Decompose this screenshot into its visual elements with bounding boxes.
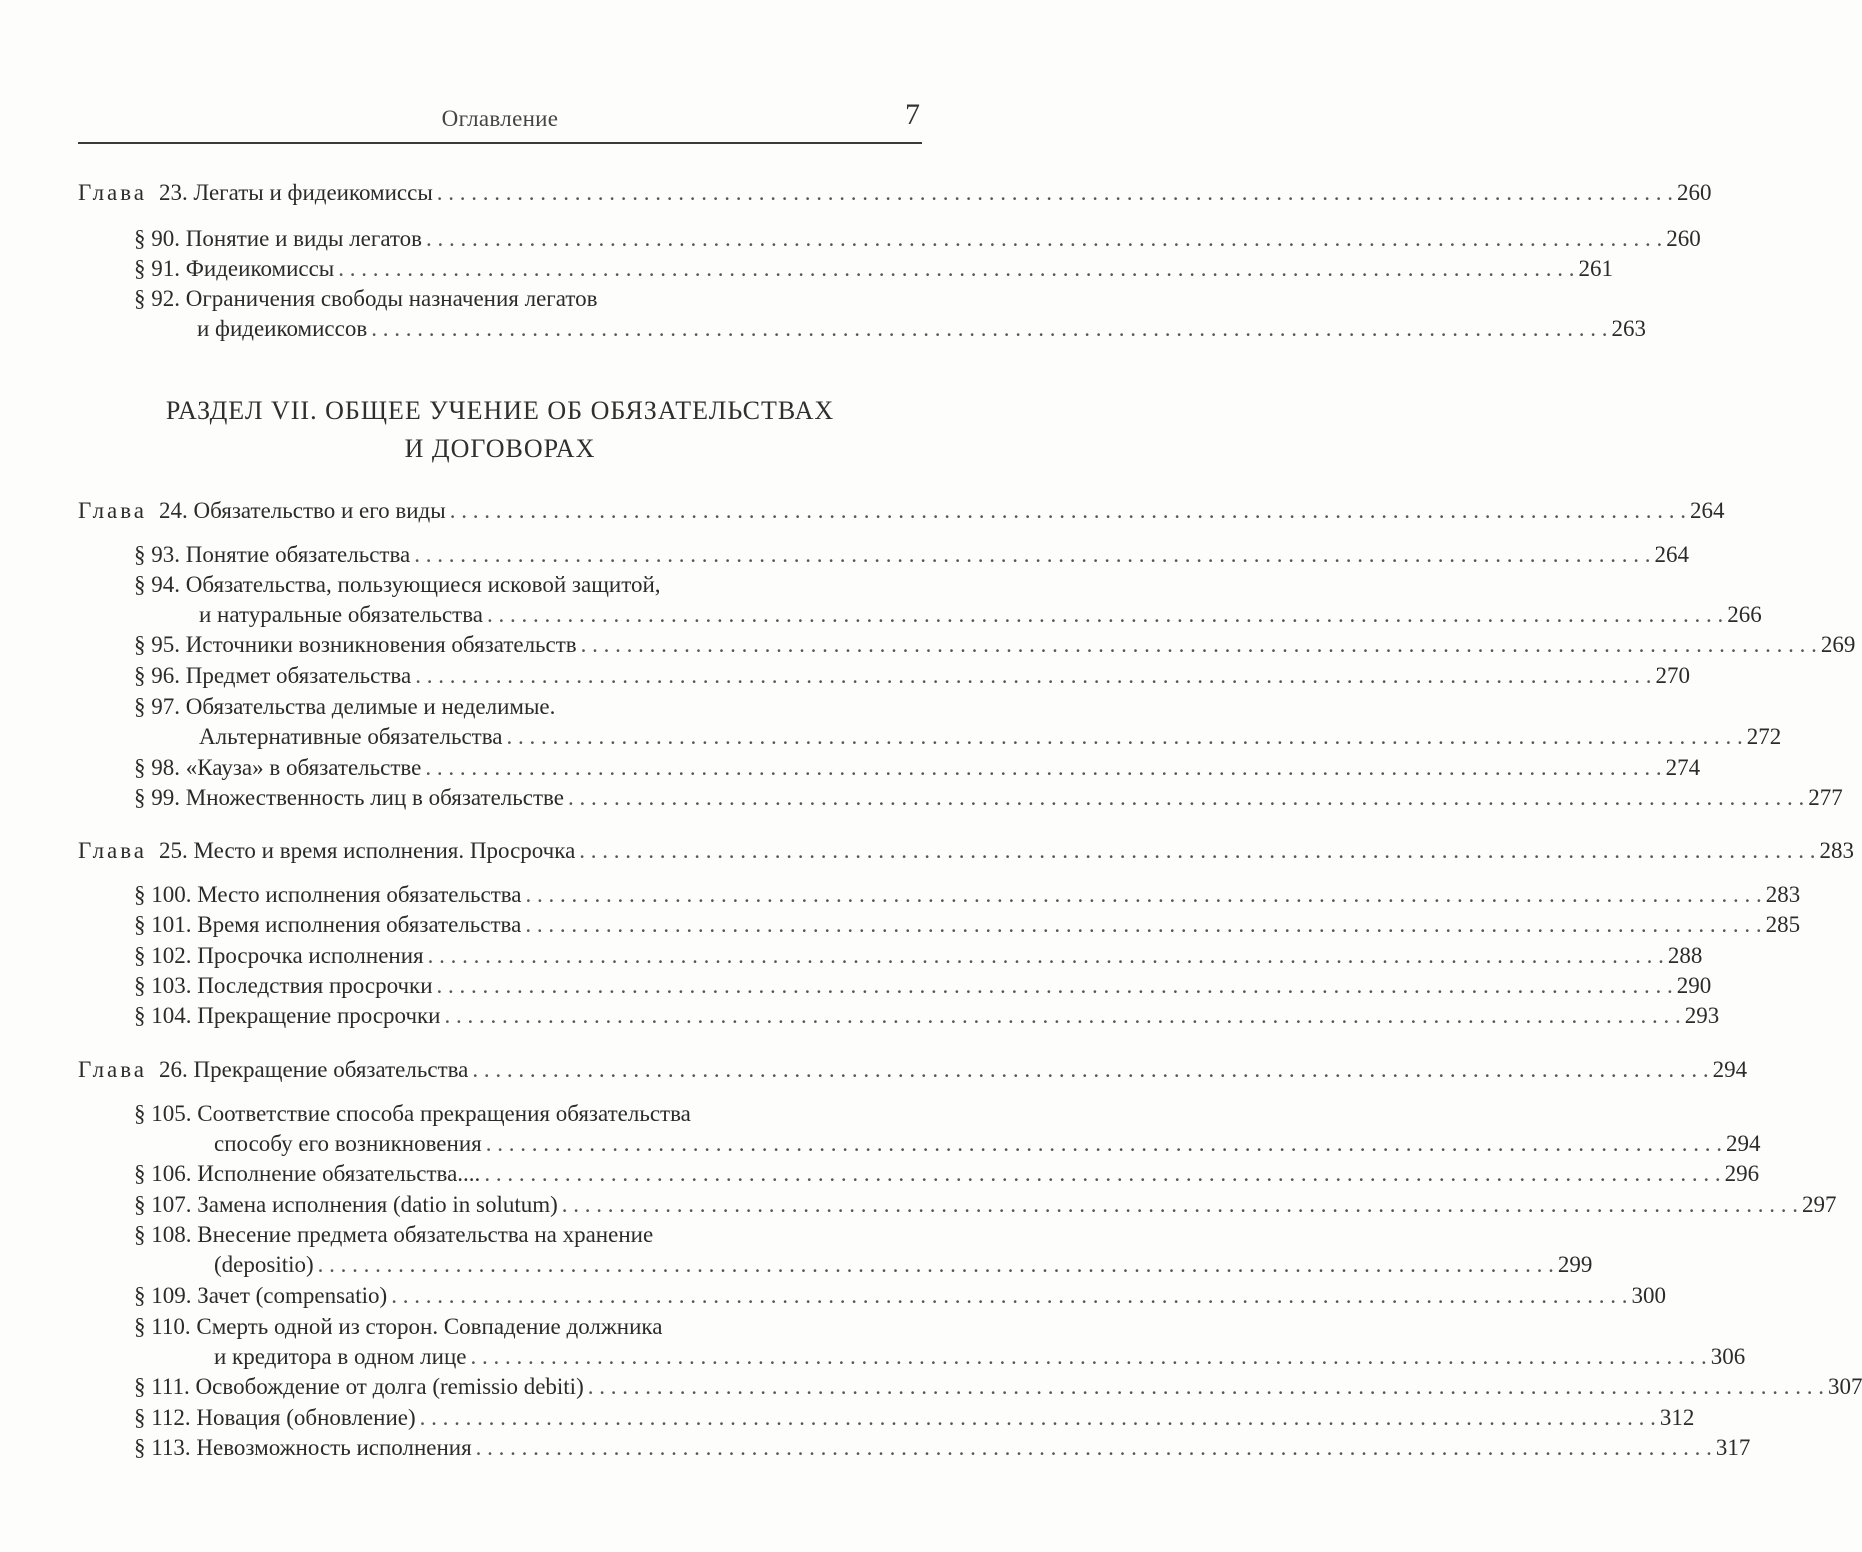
toc-section-110-line1[interactable] — [134, 1312, 662, 1342]
toc-section-108-line2[interactable] — [214, 1250, 1593, 1280]
dot-leader — [581, 630, 1817, 660]
section-title: Прекращение просрочки — [197, 1003, 441, 1028]
section-title: Последствия просрочки — [197, 973, 433, 998]
section-number: § 97. — [134, 694, 180, 719]
section-number: § 110. — [134, 1314, 191, 1339]
section-title: Место исполнения обязательства — [197, 882, 522, 907]
section-title: Внесение предмета обязательства на хранение — [197, 1222, 654, 1247]
toc-section-112[interactable] — [134, 1403, 1695, 1433]
toc-section-91[interactable] — [134, 254, 1614, 284]
toc-section-103[interactable] — [134, 971, 1712, 1001]
section-number: § 98. — [134, 755, 180, 780]
toc-page-ref: 272 — [1746, 724, 1782, 749]
toc-page-ref: 290 — [1676, 973, 1712, 998]
section-title-cont: и натуральные обязательства — [199, 602, 483, 627]
dot-leader — [470, 1342, 1706, 1372]
toc-page-ref: 266 — [1727, 602, 1762, 627]
section-number: § 112. — [134, 1405, 191, 1430]
section-title: Зачет (compensatio) — [197, 1283, 388, 1308]
section-title: Множественность лиц в обязательстве — [185, 785, 564, 810]
section-number: § 108. — [134, 1222, 192, 1247]
dot-leader — [526, 880, 1762, 910]
section-number: § 107. — [134, 1192, 192, 1217]
section-number: § 90. — [134, 226, 180, 251]
part-title-line2: И ДОГОВОРАХ — [404, 434, 596, 463]
section-title: Понятие и виды легатов — [185, 226, 423, 251]
chapter-label: Глава — [78, 498, 148, 523]
page-number: 7 — [905, 98, 920, 131]
toc-page-ref: 269 — [1820, 632, 1856, 657]
dot-leader — [568, 783, 1804, 813]
toc-section-110-line2[interactable] — [214, 1342, 1746, 1372]
dot-leader — [414, 540, 1650, 570]
toc-section-104[interactable] — [134, 1001, 1720, 1031]
dot-leader — [437, 971, 1673, 1001]
toc-page-ref: 260 — [1666, 226, 1701, 251]
dot-leader — [484, 1159, 1720, 1189]
section-title: Смерть одной из сторон. Совпадение должника — [196, 1314, 663, 1339]
toc-page-ref: 283 — [1819, 838, 1855, 863]
section-title: Соответствие способа прекращения обязательства — [197, 1101, 691, 1126]
section-number: § 111. — [134, 1374, 190, 1399]
toc-section-92-line1[interactable] — [134, 284, 597, 314]
toc-section-102[interactable] — [134, 941, 1703, 971]
section-title-cont: Альтернативные обязательства — [199, 724, 503, 749]
section-title: Понятие обязательства — [185, 542, 411, 567]
toc-page-ref: 283 — [1765, 882, 1801, 907]
section-title-cont: и фидеикомиссов — [197, 316, 368, 341]
toc-page-ref: 270 — [1655, 663, 1690, 688]
section-number: § 109. — [134, 1283, 192, 1308]
section-title: Просрочка исполнения — [197, 943, 424, 968]
toc-section-105-line1[interactable] — [134, 1099, 691, 1129]
section-title: Обязательства, пользующиеся исковой защитой, — [185, 572, 661, 597]
chapter-title: 24. Обязательство и его виды — [159, 498, 446, 523]
toc-section-109[interactable] — [134, 1281, 1666, 1311]
dot-leader — [506, 722, 1742, 752]
toc-section-98[interactable] — [134, 753, 1701, 783]
chapter-label: Глава — [78, 1057, 148, 1082]
dot-leader — [338, 254, 1574, 284]
toc-section-101[interactable] — [134, 910, 1801, 940]
dot-leader — [579, 836, 1815, 866]
section-number: § 103. — [134, 973, 192, 998]
toc-section-97-line1[interactable] — [134, 692, 555, 722]
section-number: § 95. — [134, 632, 180, 657]
section-number: § 93. — [134, 542, 180, 567]
section-title: Источники возникновения обязательств — [185, 632, 577, 657]
toc-section-111[interactable] — [134, 1372, 1862, 1402]
dot-leader — [437, 178, 1673, 208]
toc-page-ref: 307 — [1827, 1374, 1862, 1399]
toc-page-ref: 288 — [1667, 943, 1703, 968]
toc-section-108-line1[interactable] — [134, 1220, 653, 1250]
section-title: Замена исполнения (datio in solutum) — [197, 1192, 558, 1217]
chapter-title: 26. Прекращение обязательства — [159, 1057, 469, 1082]
section-title: Фидеикомиссы — [185, 256, 335, 281]
toc-section-96[interactable] — [134, 661, 1690, 691]
section-title-cont: способу его возникновения — [214, 1131, 482, 1156]
dot-leader — [486, 1129, 1722, 1159]
toc-page-ref: 296 — [1724, 1161, 1760, 1186]
toc-section-92-line2[interactable] — [197, 314, 1646, 344]
running-head-title: Оглавление — [441, 106, 559, 131]
section-number: § 100. — [134, 882, 192, 907]
section-title: Новация (обновление) — [196, 1405, 416, 1430]
chapter-label: Глава — [78, 838, 148, 863]
section-title: Ограничения свободы назначения легатов — [185, 286, 598, 311]
dot-leader — [562, 1190, 1798, 1220]
section-number: § 91. — [134, 256, 180, 281]
toc-chapter-23[interactable] — [78, 178, 1712, 208]
dot-leader — [525, 910, 1761, 940]
section-title: Предмет обязательства — [185, 663, 412, 688]
toc-section-99[interactable] — [134, 783, 1843, 813]
toc-page-ref: 264 — [1689, 498, 1725, 523]
toc-chapter-25[interactable] — [78, 836, 1855, 866]
toc-page-ref: 293 — [1684, 1003, 1720, 1028]
toc-page-ref: 264 — [1654, 542, 1689, 567]
section-title: Невозможность исполнения — [196, 1435, 472, 1460]
toc-page-ref: 306 — [1710, 1344, 1746, 1369]
dot-leader — [318, 1250, 1554, 1280]
toc-section-97-line2[interactable] — [199, 722, 1782, 752]
dot-leader — [472, 1055, 1708, 1085]
toc-page-ref: 297 — [1802, 1192, 1837, 1217]
toc-section-106[interactable] — [134, 1159, 1760, 1189]
toc-page-ref: 263 — [1611, 316, 1646, 341]
dot-leader — [487, 600, 1723, 630]
dot-leader — [445, 1001, 1681, 1031]
toc-section-93[interactable] — [134, 540, 1689, 570]
dot-leader — [391, 1281, 1627, 1311]
section-number: § 113. — [134, 1435, 191, 1460]
section-title: Исполнение обязательства.... — [197, 1161, 481, 1186]
section-title: Освобождение от долга (remissio debiti) — [195, 1374, 584, 1399]
section-number: § 92. — [134, 286, 180, 311]
dot-leader — [426, 224, 1662, 254]
section-number: § 105. — [134, 1101, 192, 1126]
section-number: § 106. — [134, 1161, 192, 1186]
header-rule — [78, 142, 922, 144]
toc-chapter-24[interactable] — [78, 496, 1725, 526]
dot-leader — [415, 661, 1651, 691]
toc-page-ref: 299 — [1557, 1252, 1593, 1277]
part-title-line1: РАЗДЕЛ VII. ОБЩЕЕ УЧЕНИЕ ОБ ОБЯЗАТЕЛЬСТВАХ — [165, 396, 835, 425]
section-title: Обязательства делимые и неделимые. — [185, 694, 556, 719]
chapter-title: 23. Легаты и фидеикомиссы — [159, 180, 433, 205]
toc-section-95[interactable] — [134, 630, 1856, 660]
page-header — [78, 98, 922, 138]
toc-page-ref: 260 — [1677, 180, 1712, 205]
toc-page-ref: 274 — [1665, 755, 1701, 780]
toc-page-ref: 317 — [1715, 1435, 1751, 1460]
dot-leader — [428, 941, 1664, 971]
toc-section-90[interactable] — [134, 224, 1701, 254]
section-title-cont: (depositio) — [214, 1252, 314, 1277]
toc-section-94-line1[interactable] — [134, 570, 661, 600]
toc-section-94-line2[interactable] — [199, 600, 1762, 630]
toc-section-107[interactable] — [134, 1190, 1837, 1220]
section-title: «Кауза» в обязательстве — [185, 755, 422, 780]
toc-section-113[interactable] — [134, 1433, 1751, 1463]
section-number: § 102. — [134, 943, 192, 968]
dot-leader — [371, 314, 1607, 344]
toc-section-100[interactable] — [134, 880, 1801, 910]
chapter-label: Глава — [78, 180, 148, 205]
section-number: § 94. — [134, 572, 180, 597]
toc-page-ref: 312 — [1659, 1405, 1695, 1430]
toc-page-ref: 285 — [1765, 912, 1801, 937]
section-number: § 104. — [134, 1003, 192, 1028]
dot-leader — [425, 753, 1661, 783]
toc-chapter-26[interactable] — [78, 1055, 1748, 1085]
toc-page-ref: 300 — [1631, 1283, 1666, 1308]
toc-page-ref: 294 — [1725, 1131, 1761, 1156]
section-number: § 96. — [134, 663, 180, 688]
section-number: § 99. — [134, 785, 180, 810]
section-title: Время исполнения обязательства — [197, 912, 522, 937]
chapter-title: 25. Место и время исполнения. Просрочка — [159, 838, 576, 863]
dot-leader — [420, 1403, 1656, 1433]
section-title-cont: и кредитора в одном лице — [214, 1344, 467, 1369]
toc-page-ref: 261 — [1578, 256, 1614, 281]
toc-page-ref: 277 — [1808, 785, 1843, 810]
toc-page-ref: 294 — [1712, 1057, 1748, 1082]
dot-leader — [450, 496, 1686, 526]
toc-section-105-line2[interactable] — [214, 1129, 1761, 1159]
dot-leader — [588, 1372, 1824, 1402]
section-number: § 101. — [134, 912, 192, 937]
dot-leader — [476, 1433, 1712, 1463]
